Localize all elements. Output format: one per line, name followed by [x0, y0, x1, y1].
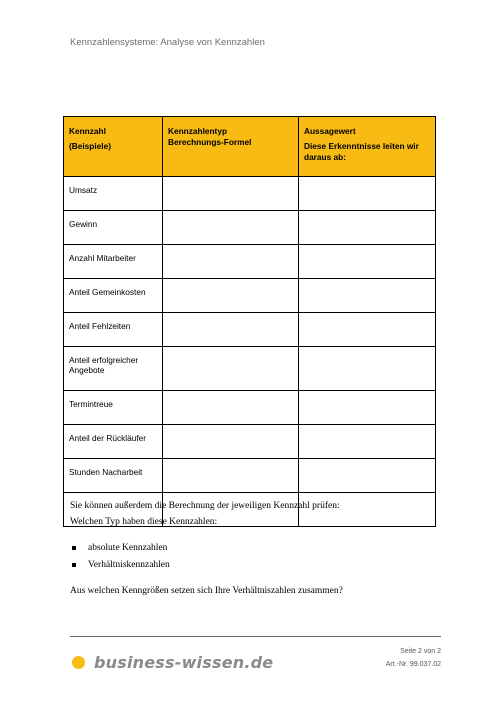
table-row	[64, 425, 436, 459]
cell-kennzahl: Anteil erfolgreicher Angebote	[64, 347, 163, 391]
cell-aussagewert	[299, 391, 436, 425]
bullet-square-icon	[72, 546, 76, 550]
list-item: Verhältniskennzahlen	[70, 559, 170, 576]
cell-aussagewert	[299, 211, 436, 245]
cell-typ	[163, 347, 299, 391]
cell-kennzahl: Umsatz	[64, 177, 163, 211]
cell-aussagewert	[299, 279, 436, 313]
table-row	[64, 245, 436, 279]
table-row	[64, 459, 436, 493]
cell-aussagewert	[299, 177, 436, 211]
cell-typ	[163, 391, 299, 425]
document-header-title: Kennzahlensysteme: Analyse von Kennzahlen	[70, 37, 265, 48]
table-row	[64, 211, 436, 245]
table-row	[64, 391, 436, 425]
cell-typ	[163, 459, 299, 493]
column-header-aussagewert: Aussagewert Diese Erkenntnisse leiten wir daraus ab:	[299, 117, 436, 177]
article-number: Art.-Nr. 99.037.02	[385, 661, 441, 668]
logo	[72, 652, 273, 672]
cell-kennzahl: Anteil Gemeinkosten	[64, 279, 163, 313]
table-row	[64, 347, 436, 391]
cell-typ	[163, 279, 299, 313]
logo-dot-icon	[72, 656, 85, 669]
cell-aussagewert	[299, 245, 436, 279]
cell-kennzahl: Anteil der Rückläufer	[64, 425, 163, 459]
column-header-kennzahl: Kennzahl (Beispiele)	[64, 117, 163, 177]
list-item: absolute Kennzahlen	[70, 542, 170, 559]
cell-typ	[163, 425, 299, 459]
page-number: Seite 2 von 2	[400, 648, 441, 655]
footer-divider	[70, 636, 441, 637]
cell-typ	[163, 245, 299, 279]
column-header-kennzahlentyp: Kennzahlentyp Berechnungs-Formel	[163, 117, 299, 177]
cell-aussagewert	[299, 425, 436, 459]
body-line-type: Welchen Typ haben diese Kennzahlen:	[70, 517, 218, 527]
kennzahlen-table	[63, 116, 436, 527]
cell-aussagewert	[299, 313, 436, 347]
kennzahl-type-list	[70, 542, 170, 576]
cell-aussagewert	[299, 459, 436, 493]
cell-typ	[163, 313, 299, 347]
cell-kennzahl: Anzahl Mitarbeiter	[64, 245, 163, 279]
cell-aussagewert	[299, 347, 436, 391]
cell-typ	[163, 211, 299, 245]
bullet-square-icon	[72, 563, 76, 567]
table-row	[64, 177, 436, 211]
cell-typ	[163, 177, 299, 211]
cell-kennzahl: Stunden Nacharbeit	[64, 459, 163, 493]
cell-kennzahl: Termintreue	[64, 391, 163, 425]
body-line-check: Sie können außerdem die Berechnung der jeweiligen Kennzahl prüfen:	[70, 501, 340, 511]
table-header-row	[64, 117, 436, 177]
cell-kennzahl: Anteil Fehlzeiten	[64, 313, 163, 347]
body-question: Aus welchen Kenngrößen setzen sich Ihre Verhältniszahlen zusammen?	[70, 586, 343, 596]
table-row	[64, 313, 436, 347]
table-row	[64, 279, 436, 313]
logo-text: business-wissen.de	[94, 652, 274, 672]
cell-kennzahl: Gewinn	[64, 211, 163, 245]
